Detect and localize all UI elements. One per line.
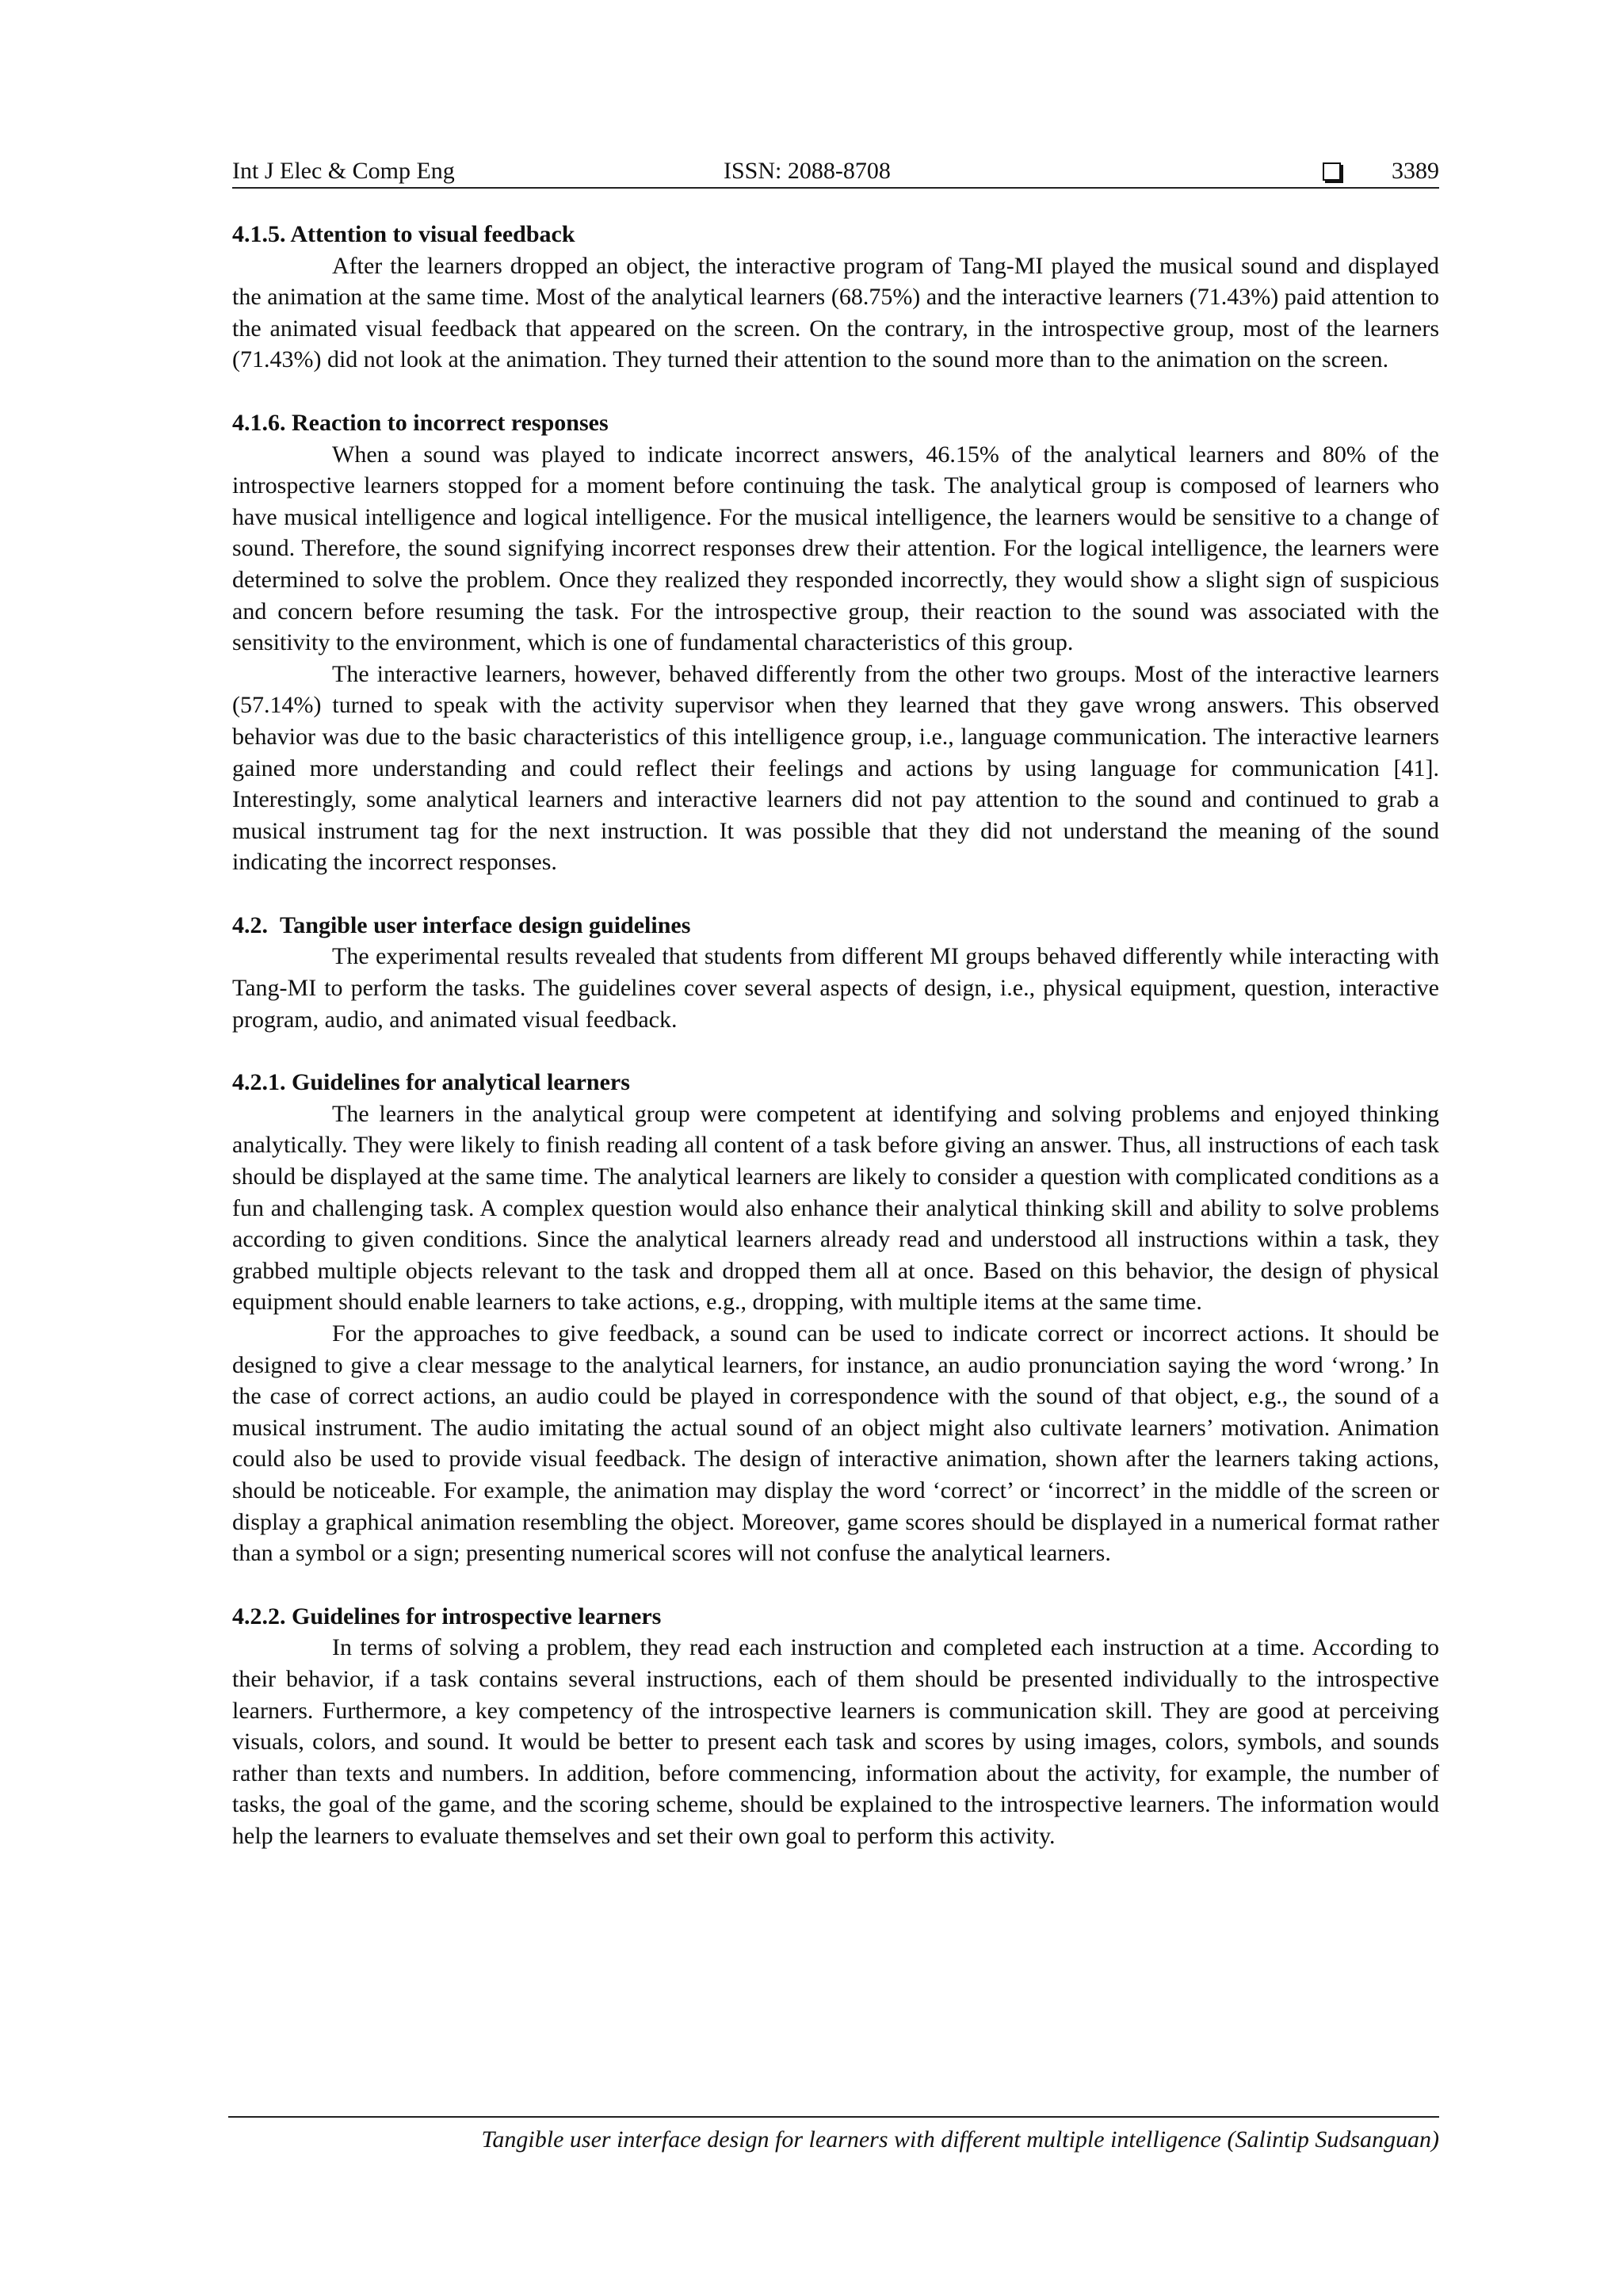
hollow-square-icon <box>1323 162 1341 181</box>
paragraph: The interactive learners, however, behaved differently from the other two groups. Most of the interactive learners (57.14%) turned to speak with the activity supervisor when they learned that they gave wrong answers. This observed behavior was due to the basic characteristics of this intelligence group, i.e., language communication. The interactive learners gained more understanding and could reflect their feelings and actions by using language for communication [41]. Interestingly, some analytical learners and interactive learners did not pay attention to the sound and continued to grab a musical instrument tag for the next instruction. It was possible that they did not understand the meaning of the sound indicating the incorrect responses. <box>232 660 1439 876</box>
page-number: 3389 <box>1392 158 1439 184</box>
paragraph: The learners in the analytical group were competent at identifying and solving problems and enjoyed thinking analytically. They were likely to finish reading all content of a task before giving an answer. Thus, all instructions of each task should be displayed at the same time. The analytical learners are likely to consider a question with complicated conditions as a fun and challenging task. A complex question would also enhance their analytical thinking skill and ability to solve problems according to given conditions. Since the analytical learners already read and understood all instructions within a task, they grabbed multiple objects relevant to the task and dropped them all at once. Based on this behavior, the design of physical equipment should enable learners to take actions, e.g., dropping, with multiple items at the same time. <box>232 1100 1439 1316</box>
paragraph: In terms of solving a problem, they read each instruction and completed each instruction at a time. According to their behavior, if a task contains several instructions, each of them should be presented individually to the introspective learners. Furthermore, a key competency of the introspective learners is communication skill. They are good at perceiving visuals, colors, and sound. It would be better to present each task and scores by using images, colors, symbols, and sounds rather than texts and numbers. In addition, before commencing, information about the activity, for example, the number of tasks, the goal of the game, and the scoring scheme, should be explained to the introspective learners. The information would help the learners to evaluate themselves and set their own goal to perform this activity. <box>232 1634 1439 1849</box>
section-heading: 4.1.6. Reaction to incorrect responses <box>232 409 609 436</box>
section-4-1-5 <box>232 219 1439 376</box>
section-heading: 4.2.1. Guidelines for analytical learners <box>232 1069 630 1096</box>
section-4-1-6 <box>232 407 1439 878</box>
section-4-2 <box>232 910 1439 1035</box>
section-heading: 4.2.2. Guidelines for introspective learners <box>232 1603 662 1629</box>
paragraph: After the learners dropped an object, the interactive program of Tang-MI played the musical sound and displayed the animation at the same time. Most of the analytical learners (68.75%) and the interactive learners (71.43%) paid attention to the animated visual feedback that appeared on the screen. On the contrary, in the introspective group, most of the learners (71.43%) did not look at the animation. They turned their attention to the sound more than to the animation on the screen. <box>232 252 1439 373</box>
issn-label: ISSN: 2088-8708 <box>724 158 891 184</box>
section-heading: 4.1.5. Attention to visual feedback <box>232 221 575 247</box>
paragraph: For the approaches to give feedback, a sound can be used to indicate correct or incorrect actions. It should be designed to give a clear message to the analytical learners, for instance, an audio pronunciation saying the word ‘wrong.’ In the case of correct actions, an audio could be played in correspondence with the sound of that object, e.g., the sound of a musical instrument. The audio imitating the actual sound of an object might also cultivate learners’ motivation. Animation could also be used to provide visual feedback. The design of interactive animation, shown after the learners taking actions, should be noticeable. For example, the animation may display the word ‘correct’ or ‘incorrect’ in the middle of the screen or display a graphical animation resembling the object. Moreover, game scores should be displayed in a numerical format rather than a symbol or a sign; presenting numerical scores will not confuse the analytical learners. <box>232 1320 1439 1567</box>
section-4-2-2 <box>232 1601 1439 1852</box>
page-footer: Tangible user interface design for learners with different multiple intelligence (Salintip Sudsanguan) <box>228 2116 1439 2156</box>
page-body <box>232 219 1439 1884</box>
journal-name: Int J Elec & Comp Eng <box>232 158 455 184</box>
page-header <box>232 155 1439 189</box>
section-4-2-1 <box>232 1067 1439 1569</box>
paragraph: The experimental results revealed that students from different MI groups behaved differently while interacting with Tang-MI to perform the tasks. The guidelines cover several aspects of design, i.e., physical equipment, question, interactive program, audio, and animated visual feedback. <box>232 943 1439 1033</box>
paragraph: When a sound was played to indicate incorrect answers, 46.15% of the analytical learners and 80% of the introspective learners stopped for a moment before continuing the task. The analytical group is composed of learners who have musical intelligence and logical intelligence. For the musical intelligence, the learners would be sensitive to a change of sound. Therefore, the sound signifying incorrect responses drew their attention. For the logical intelligence, the learners were determined to solve the problem. Once they realized they responded incorrectly, they would show a slight sign of suspicious and concern before resuming the task. For the introspective group, their reaction to the sound was associated with the sensitivity to the environment, which is one of fundamental characteristics of this group. <box>232 441 1439 656</box>
section-heading: 4.2. Tangible user interface design guidelines <box>232 911 691 938</box>
